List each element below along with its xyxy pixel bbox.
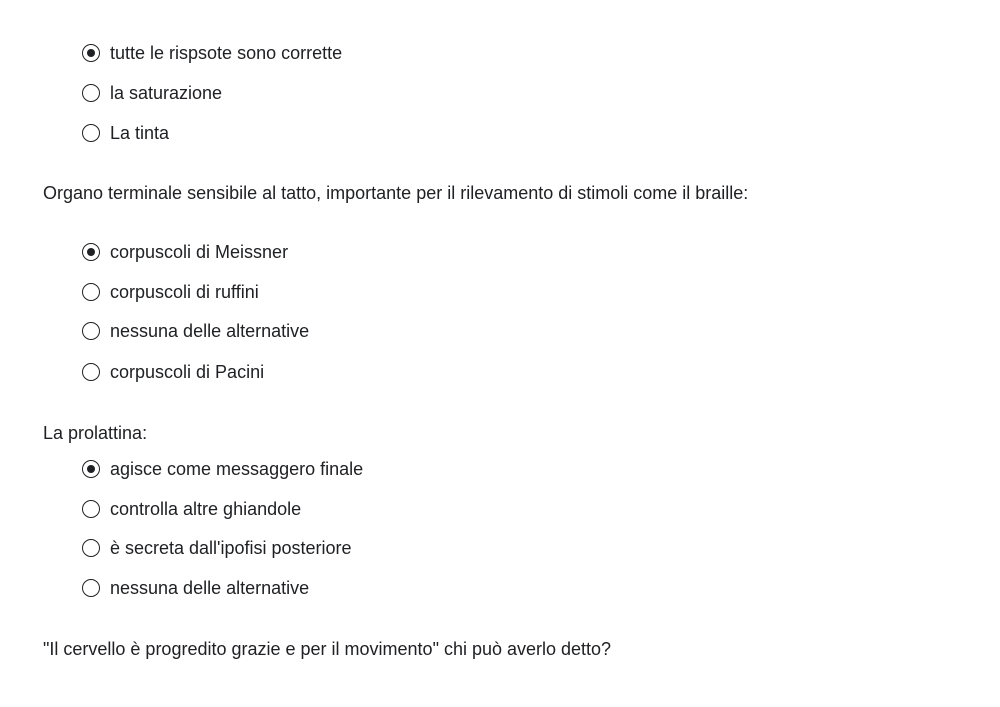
option-label: è secreta dall'ipofisi posteriore [110, 538, 352, 558]
q2-option-1[interactable] [82, 240, 288, 264]
option-label: agisce come messaggero finale [110, 459, 364, 479]
option-label: corpuscoli di ruffini [110, 282, 259, 302]
radio-unselected-icon[interactable] [82, 124, 100, 142]
question-2-text: Organo terminale sensibile al tatto, importante per il rilevamento di stimoli come il braille: [43, 183, 749, 203]
option-label: nessuna delle alternative [110, 578, 310, 598]
q2-option-4[interactable] [82, 360, 264, 384]
radio-unselected-icon[interactable] [82, 283, 100, 301]
q1-option-1[interactable] [82, 41, 342, 65]
q2-option-2[interactable] [82, 280, 259, 304]
radio-unselected-icon[interactable] [82, 579, 100, 597]
q3-option-3[interactable] [82, 536, 352, 560]
radio-selected-icon[interactable] [82, 44, 100, 62]
radio-selected-icon[interactable] [82, 243, 100, 261]
option-label: tutte le rispsote sono corrette [110, 43, 343, 63]
option-label: controlla altre ghiandole [110, 499, 302, 519]
q2-option-3[interactable] [82, 319, 309, 343]
radio-unselected-icon[interactable] [82, 84, 100, 102]
option-label: nessuna delle alternative [110, 321, 310, 341]
radio-selected-icon[interactable] [82, 460, 100, 478]
q3-option-1[interactable] [82, 457, 363, 481]
q1-option-2[interactable] [82, 81, 222, 105]
question-4-text: "Il cervello è progredito grazie e per il movimento" chi può averlo detto? [43, 639, 612, 659]
radio-unselected-icon[interactable] [82, 500, 100, 518]
option-label: la saturazione [110, 83, 223, 103]
radio-unselected-icon[interactable] [82, 322, 100, 340]
option-label: La tinta [110, 123, 170, 143]
q1-option-3[interactable] [82, 121, 169, 145]
radio-unselected-icon[interactable] [82, 363, 100, 381]
question-3-text: La prolattina: [43, 423, 148, 443]
option-label: corpuscoli di Meissner [110, 242, 289, 262]
q3-option-2[interactable] [82, 497, 301, 521]
radio-unselected-icon[interactable] [82, 539, 100, 557]
q3-option-4[interactable] [82, 576, 309, 600]
option-label: corpuscoli di Pacini [110, 362, 265, 382]
